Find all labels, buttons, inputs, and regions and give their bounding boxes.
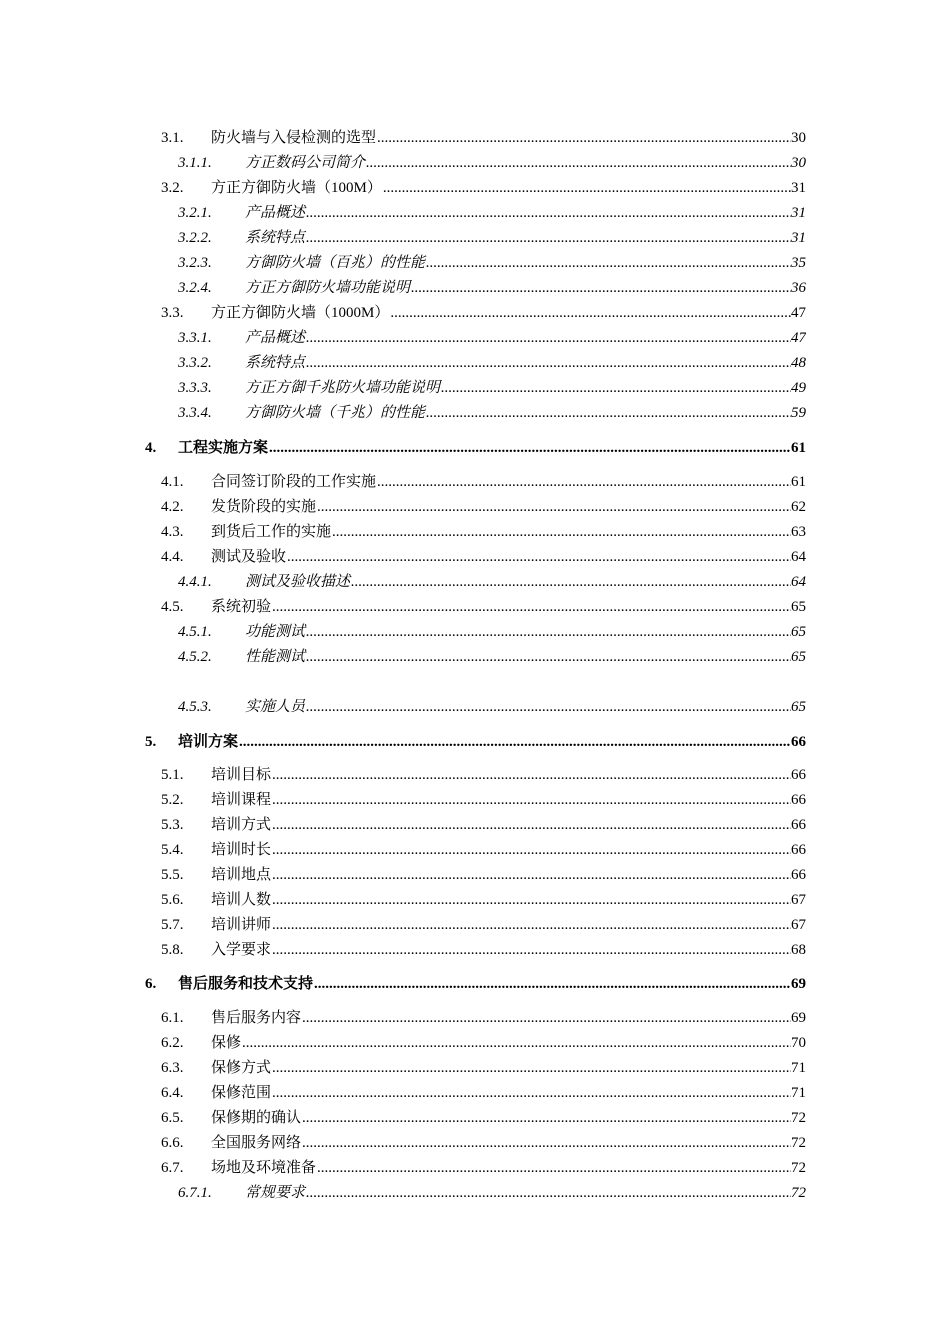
toc-entry[interactable]	[161, 889, 806, 911]
toc-entry[interactable]	[161, 177, 806, 199]
toc-entry[interactable]	[161, 789, 806, 811]
toc-entry-number: 5.5.	[161, 867, 184, 883]
toc-dot-leader	[306, 696, 791, 718]
toc-entry[interactable]	[178, 621, 806, 643]
toc-entry-title: 方正方御防火墙功能说明	[245, 280, 411, 296]
toc-dot-leader	[377, 471, 791, 493]
toc-dot-leader	[272, 1082, 791, 1104]
toc-entry-number: 6.7.1.	[178, 1185, 212, 1201]
toc-entry-number: 4.4.	[161, 549, 184, 565]
toc-dot-leader	[272, 1057, 791, 1079]
toc-entry-page-number: 35	[791, 255, 806, 271]
toc-entry-page-number: 31	[791, 205, 806, 221]
toc-dot-leader	[272, 789, 791, 811]
toc-dot-leader	[332, 521, 791, 543]
toc-entry-number: 4.2.	[161, 499, 184, 515]
toc-entry-page-number: 66	[791, 767, 806, 783]
toc-entry-number: 3.3.1.	[178, 330, 212, 346]
toc-entry-page-number: 72	[791, 1135, 806, 1151]
toc-entry[interactable]	[161, 914, 806, 936]
toc-entry-number: 5.6.	[161, 892, 184, 908]
toc-entry-page-number: 65	[791, 624, 806, 640]
toc-entry-number: 3.1.	[161, 130, 184, 146]
toc-entry-title: 场地及环境准备	[211, 1160, 317, 1176]
toc-entry[interactable]	[178, 352, 806, 374]
toc-entry[interactable]	[145, 731, 806, 753]
toc-entry-page-number: 66	[791, 792, 806, 808]
toc-entry[interactable]	[178, 252, 806, 274]
toc-entry-page-number: 59	[791, 405, 806, 421]
toc-dot-leader	[302, 1132, 791, 1154]
toc-entry-number: 6.2.	[161, 1035, 184, 1051]
toc-dot-leader	[390, 302, 791, 324]
toc-entry-title: 合同签订阶段的工作实施	[211, 474, 377, 490]
toc-entry-title: 产品概述	[245, 205, 306, 221]
toc-entry-number: 6.4.	[161, 1085, 184, 1101]
toc-entry-number: 6.3.	[161, 1060, 184, 1076]
toc-entry-number: 3.3.3.	[178, 380, 212, 396]
toc-entry-number: 6.6.	[161, 1135, 184, 1151]
toc-entry[interactable]	[178, 571, 806, 593]
toc-entry-page-number: 61	[791, 474, 806, 490]
toc-entry-title: 保修范围	[211, 1085, 272, 1101]
toc-dot-leader	[441, 377, 791, 399]
toc-entry[interactable]	[161, 839, 806, 861]
toc-dot-leader	[306, 621, 791, 643]
toc-dot-leader	[317, 496, 791, 518]
toc-entry-page-number: 30	[791, 155, 806, 171]
toc-entry-page-number: 36	[791, 280, 806, 296]
toc-entry-page-number: 66	[791, 734, 806, 750]
toc-entry-page-number: 69	[791, 1010, 806, 1026]
toc-dot-leader	[302, 1007, 791, 1029]
toc-entry-number: 3.2.	[161, 180, 184, 196]
toc-entry-page-number: 47	[791, 330, 806, 346]
toc-entry-title: 培训时长	[211, 842, 272, 858]
toc-dot-leader	[377, 127, 791, 149]
toc-entry[interactable]	[178, 227, 806, 249]
toc-entry-page-number: 61	[791, 440, 806, 456]
toc-entry-number: 4.4.1.	[178, 574, 212, 590]
toc-entry-number: 6.1.	[161, 1010, 184, 1026]
toc-dot-leader	[351, 571, 791, 593]
toc-entry[interactable]	[161, 939, 806, 961]
toc-entry-page-number: 48	[791, 355, 806, 371]
toc-dot-leader	[272, 596, 791, 618]
toc-entry-number: 4.	[145, 440, 157, 456]
toc-entry-page-number: 72	[791, 1110, 806, 1126]
toc-entry-page-number: 62	[791, 499, 806, 515]
toc-dot-leader	[272, 939, 791, 961]
toc-dot-leader	[306, 327, 791, 349]
toc-dot-leader	[383, 177, 791, 199]
toc-entry-title: 发货阶段的实施	[211, 499, 317, 515]
toc-entry-title: 售后服务内容	[211, 1010, 302, 1026]
toc-dot-leader	[426, 402, 791, 424]
toc-entry-number: 3.3.	[161, 305, 184, 321]
toc-entry[interactable]	[178, 152, 806, 174]
toc-dot-leader	[426, 252, 791, 274]
toc-entry[interactable]	[161, 1032, 806, 1054]
toc-entry-number: 3.2.3.	[178, 255, 212, 271]
toc-entry[interactable]	[161, 1007, 806, 1029]
toc-entry-page-number: 71	[791, 1060, 806, 1076]
toc-entry-page-number: 47	[791, 305, 806, 321]
toc-entry-page-number: 31	[791, 230, 806, 246]
toc-entry-number: 6.7.	[161, 1160, 184, 1176]
toc-entry-title: 工程实施方案	[178, 440, 269, 456]
toc-dot-leader	[314, 973, 791, 995]
toc-entry-number: 3.3.4.	[178, 405, 212, 421]
toc-dot-leader	[272, 864, 791, 886]
toc-entry[interactable]	[161, 1057, 806, 1079]
toc-entry-title: 全国服务网络	[211, 1135, 302, 1151]
toc-entry[interactable]	[161, 302, 806, 324]
toc-entry[interactable]	[161, 1132, 806, 1154]
toc-entry-number: 3.3.2.	[178, 355, 212, 371]
toc-entry[interactable]	[161, 471, 806, 493]
toc-dot-leader	[306, 202, 791, 224]
toc-dot-leader	[269, 437, 791, 459]
toc-entry-number: 5.7.	[161, 917, 184, 933]
toc-entry-title: 方正方御防火墙（100M）	[211, 180, 382, 196]
toc-entry-title: 方御防火墙（百兆）的性能	[245, 255, 426, 271]
toc-entry-page-number: 68	[791, 942, 806, 958]
toc-dot-leader	[287, 546, 791, 568]
toc-entry-title: 防火墙与入侵检测的选型	[211, 130, 377, 146]
toc-entry[interactable]	[178, 202, 806, 224]
toc-entry-title: 方正方御防火墙（1000M）	[211, 305, 390, 321]
toc-entry-page-number: 30	[791, 130, 806, 146]
toc-entry[interactable]	[145, 973, 806, 995]
toc-entry-number: 3.2.2.	[178, 230, 212, 246]
toc-entry[interactable]	[161, 521, 806, 543]
toc-dot-leader	[306, 352, 791, 374]
toc-entry-number: 6.5.	[161, 1110, 184, 1126]
toc-entry-title: 培训人数	[211, 892, 272, 908]
toc-entry-title: 性能测试	[245, 649, 306, 665]
toc-entry-title: 实施人员	[245, 699, 306, 715]
toc-entry-page-number: 71	[791, 1085, 806, 1101]
toc-entry-number: 4.5.2.	[178, 649, 212, 665]
toc-entry-page-number: 65	[791, 599, 806, 615]
toc-entry-title: 培训地点	[211, 867, 272, 883]
toc-entry[interactable]	[178, 646, 806, 668]
toc-entry[interactable]	[178, 277, 806, 299]
toc-entry-page-number: 67	[791, 892, 806, 908]
toc-entry-title: 常规要求	[245, 1185, 306, 1201]
toc-entry-title: 保修	[211, 1035, 242, 1051]
toc-entry-title: 到货后工作的实施	[211, 524, 332, 540]
toc-dot-leader	[366, 152, 791, 174]
toc-entry-title: 培训目标	[211, 767, 272, 783]
toc-entry-title: 产品概述	[245, 330, 306, 346]
toc-entry[interactable]	[161, 1107, 806, 1129]
toc-entry-page-number: 72	[791, 1160, 806, 1176]
toc-dot-leader	[411, 277, 791, 299]
toc-entry-title: 测试及验收	[211, 549, 287, 565]
toc-dot-leader	[272, 914, 791, 936]
toc-entry-title: 方御防火墙（千兆）的性能	[245, 405, 426, 421]
toc-entry-title: 培训方案	[178, 734, 239, 750]
toc-entry[interactable]	[161, 764, 806, 786]
toc-entry-page-number: 67	[791, 917, 806, 933]
toc-entry-page-number: 66	[791, 867, 806, 883]
toc-dot-leader	[272, 839, 791, 861]
toc-entry-page-number: 64	[791, 549, 806, 565]
toc-dot-leader	[242, 1032, 791, 1054]
toc-entry-number: 5.4.	[161, 842, 184, 858]
toc-entry-title: 功能测试	[245, 624, 306, 640]
toc-entry-title: 培训课程	[211, 792, 272, 808]
toc-entry-page-number: 49	[791, 380, 806, 396]
toc-entry[interactable]	[161, 1157, 806, 1179]
toc-dot-leader	[306, 1182, 791, 1204]
toc-dot-leader	[272, 764, 791, 786]
toc-entry-page-number: 66	[791, 817, 806, 833]
toc-entry[interactable]	[161, 1082, 806, 1104]
toc-entry[interactable]	[178, 1182, 806, 1204]
toc-entry[interactable]	[178, 377, 806, 399]
toc-dot-leader	[272, 814, 791, 836]
toc-entry-title: 方正数码公司简介	[245, 155, 366, 171]
toc-entry[interactable]	[161, 596, 806, 618]
toc-entry[interactable]	[178, 327, 806, 349]
toc-entry[interactable]	[161, 127, 806, 149]
toc-entry-number: 3.1.1.	[178, 155, 212, 171]
toc-entry-title: 方正方御千兆防火墙功能说明	[245, 380, 441, 396]
toc-entry-number: 5.1.	[161, 767, 184, 783]
toc-entry[interactable]	[161, 814, 806, 836]
toc-entry[interactable]	[161, 546, 806, 568]
toc-dot-leader	[306, 227, 791, 249]
toc-entry-title: 保修期的确认	[211, 1110, 302, 1126]
toc-entry-page-number: 72	[791, 1185, 806, 1201]
toc-entry-number: 5.2.	[161, 792, 184, 808]
toc-entry-number: 6.	[145, 976, 157, 992]
toc-entry-number: 5.8.	[161, 942, 184, 958]
toc-entry-title: 售后服务和技术支持	[178, 976, 314, 992]
toc-entry-page-number: 31	[791, 180, 806, 196]
toc-entry-number: 4.5.	[161, 599, 184, 615]
toc-entry-title: 系统初验	[211, 599, 272, 615]
toc-entry-number: 4.3.	[161, 524, 184, 540]
toc-dot-leader	[306, 646, 791, 668]
toc-entry-title: 测试及验收描述	[245, 574, 351, 590]
toc-entry-number: 5.	[145, 734, 157, 750]
toc-entry-page-number: 65	[791, 699, 806, 715]
toc-entry-title: 培训讲师	[211, 917, 272, 933]
toc-dot-leader	[272, 889, 791, 911]
toc-entry-number: 5.3.	[161, 817, 184, 833]
toc-entry-number: 3.2.4.	[178, 280, 212, 296]
toc-entry-page-number: 69	[791, 976, 806, 992]
toc-entry-number: 4.5.1.	[178, 624, 212, 640]
toc-entry-page-number: 64	[791, 574, 806, 590]
toc-entry-title: 保修方式	[211, 1060, 272, 1076]
toc-dot-leader	[302, 1107, 791, 1129]
toc-entry-title: 系统特点	[245, 230, 306, 246]
toc-entry-title: 培训方式	[211, 817, 272, 833]
toc-entry-number: 4.1.	[161, 474, 184, 490]
toc-entry-title: 系统特点	[245, 355, 306, 371]
toc-entry-page-number: 66	[791, 842, 806, 858]
toc-entry-page-number: 65	[791, 649, 806, 665]
toc-entry-title: 入学要求	[211, 942, 272, 958]
toc-entry-page-number: 63	[791, 524, 806, 540]
toc-entry[interactable]	[145, 437, 806, 459]
toc-entry[interactable]	[178, 402, 806, 424]
toc-entry[interactable]	[161, 496, 806, 518]
toc-dot-leader	[317, 1157, 791, 1179]
toc-entry-number: 3.2.1.	[178, 205, 212, 221]
toc-entry-number: 4.5.3.	[178, 699, 212, 715]
toc-dot-leader	[239, 731, 791, 753]
toc-entry[interactable]	[178, 696, 806, 718]
toc-entry[interactable]	[161, 864, 806, 886]
toc-entry-page-number: 70	[791, 1035, 806, 1051]
